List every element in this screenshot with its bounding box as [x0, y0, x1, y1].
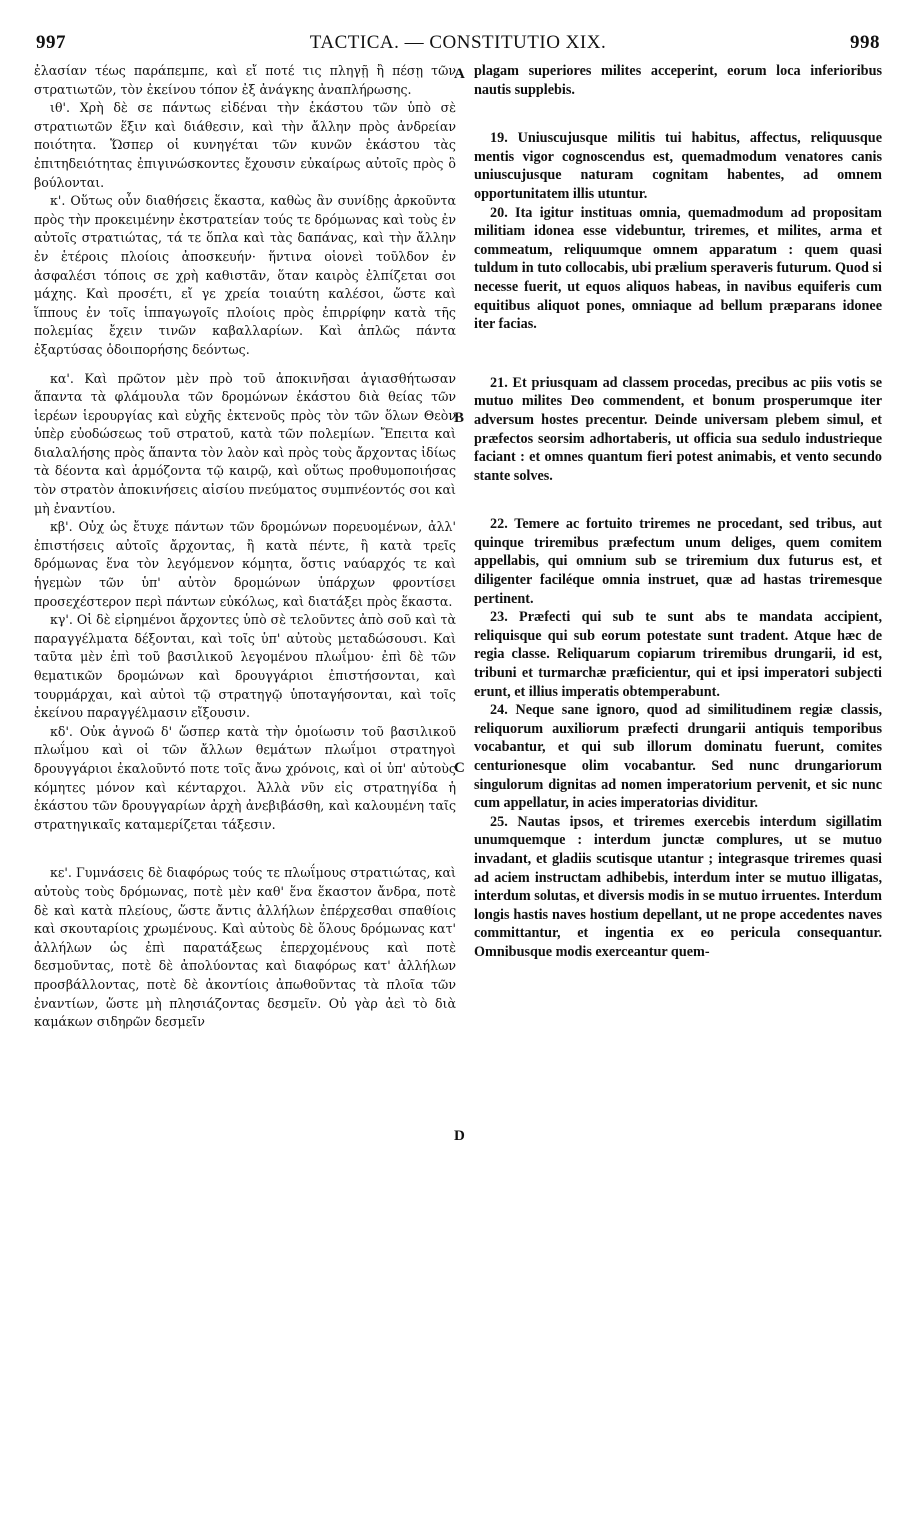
latin-paragraph: plagam superiores milites acceperint, eorum loca inferioribus nautis supplebis.: [474, 63, 882, 98]
latin-paragraph: 20. Ita igitur instituas omnia, quemadmodum ad propositam militiam idonea esse videbuntur, triremes, et milites, arma et commeatum, reliquumque omnem apparatum : quem quasi tuldum in tuto collocabis, ubi prælium speraveris futurum. Quod si necesse fuerit, ut equos aliquos habeas, in navibus equiferis cum equitibus aliquot pones, omniaque ad bellum præparans idonee iter facias.: [474, 204, 882, 333]
latin-paragraph: 25. Nautas ipsos, et triremes exercebis interdum sigillatim unumquemque : interdum junctæ complures, ut se mutuo invadant, et gladiis scutisque utantur ; integrasque triremes quasi ad aciem instructam adhibebis, interdum inter se mutuo illigatas, interdum solutas, et diversis modis in se mutuo irruentes. Interdum longis hastis naves hostium depellant, ut ne prope accedentes naves committantur, et ingentia ex eo pericula consequantur. Omnibusque modis exerceantur quem-: [474, 813, 882, 960]
latin-paragraph: 24. Neque sane ignoro, quod ad similitudinem regiæ classis, reliquorum auxiliorum præfecti drungarii antiquis temporibus vocabantur, et qui sub illorum dominatu fuerunt, comites centurionesque olim vocabantur. Sed nunc drungariorum singulorum dignitas ad nomen imperatorium pervenit, et sic nunc cum appellatur, in acies imperatorias dividitur.: [474, 702, 882, 812]
running-title: TACTICA. — CONSTITUTIO XIX.: [309, 32, 607, 53]
greek-paragraph: ἐλασίαν τέως παράπεμπε, καὶ εἴ ποτέ τις πληγῇ ἢ πέσῃ τῶν στρατιωτῶν, τὸν ἐκείνου τόπον ἐξ ἀνάγκης ἀναπλήρωσης.: [34, 63, 456, 97]
margin-letter-d: D: [454, 1128, 465, 1144]
latin-paragraph: 22. Temere ac fortuito triremes ne procedant, sed tribus, aut quinque triremibus præfectum unum deliges, quem comitem appellabis, qui omnium sub se triremium dux futurus est, et diligenter faciléque omnia instruet, quæ ad hastas triremesque pertinent.: [474, 516, 882, 607]
greek-paragraph: κε'. Γυμνάσεις δὲ διαφόρως τούς τε πλωΐμους στρατιώτας, καὶ αὐτοὺς τοὺς δρόμωνας, ποτὲ μὲν καθ' ἕνα ἕκαστον ἄνδρα, ποτὲ δὲ καὶ κατὰ πλείους, ὥστε ἄντις ἀλλήλων ἐπέρχεσθαι σπαθίοις καὶ σκουταρίοις χρωμένους. Καὶ αὐτοὺς δὲ ὅλους δρόμωνας κατ' ἀλλήλων ὡς ἐπὶ παρατάξεως ἐπερχομένους καὶ ποτὲ δεσμοῦντας, ποτὲ δὲ ἀπολύοντας καὶ διαφόρως κατ' ἀλλήλων προσβάλλοντας, ποτὲ δὲ ἀκοντίοις ἀπωθοῦντας τὰ πλοῖα τῶν ἐναντίων, ὥστε μὴ πλησιάζοντας δεσμεῖν. Οὐ γὰρ ἀεὶ τὸ διὰ καμάκων σιδηρῶν δεσμεῖν: [34, 865, 456, 1030]
latin-column: [474, 62, 882, 962]
greek-paragraph: κα'. Καὶ πρῶτον μὲν πρὸ τοῦ ἀποκινῆσαι ἁγιασθήτωσαν ἅπαντα τὰ φλάμουλα τῶν δρομώνων ἑκάστου διὰ θείας τῶν ἱερέων ἱερουργίας καὶ εὐχῆς ἐκτενοῦς πρὸς τὸν τῶν ὅλων Θεὸν ὑπὲρ εὐοδώσεως τοῦ στρατοῦ, κατὰ τῶν πολεμίων. Ἔπειτα καὶ διαλαλήσης πρὸς ἅπαντα τὸν λαὸν καὶ πρὸς τοὺς ἄρχοντας ἰδίως τὰ δέοντα καὶ ἁρμόζοντα τῷ καιρῷ, καὶ οὕτως προθυμοποιήσας τὸν στρατὸν ἀποκινήσεις αἰσίου πνεύματος συμπνέοντός σοι καὶ μὴ ἐναντίου.: [34, 370, 456, 516]
margin-letter-b: B: [454, 410, 465, 426]
greek-paragraph: κδ'. Οὐκ ἀγνοῶ δ' ὥσπερ κατὰ τὴν ὁμοίωσιν τοῦ βασιλικοῦ πλωΐμου καὶ οἱ τῶν ἄλλων θεμάτων πλωΐμοι στρατηγοὶ δρουγγάριοι ἐκαλοῦντό ποτε τοῖς ἄνω χρόνοις, καὶ οἱ ὑπ' αὐτοὺς κόμητες μόνον καὶ κένταρχοι. Ἀλλὰ νῦν εἰς στρατηγίδα ἡ ἑκάστου τῶν δρουγγαρίων ἀρχὴ ἀνεβιβάσθη, καὶ καλουμένη ταῖς στρατηγικαῖς καταμερίζεται τάξεσιν.: [34, 723, 456, 832]
page-number-right: 998: [850, 32, 880, 53]
page-header: [36, 32, 880, 56]
margin-letter-c: C: [454, 760, 465, 776]
greek-paragraph: κβ'. Οὐχ ὡς ἔτυχε πάντων τῶν δρομώνων πορευομένων, ἀλλ' ἐπιστήσεις αὐτοῖς ἄρχοντας, ἢ κατὰ πέντε, ἢ κατὰ τρεῖς δρόμωνας ἕνα τὸν λεγόμενον κόμητα, ὅστις ναύαρχός τε καὶ ἡγεμὼν τῶν ὑπ' αὐτὸν δρομώνων ὑπάρχων φροντίσει προσεχέστερον περὶ πάντων εὐκόλως, καὶ διατάξει πρὸς ἕκαστα.: [34, 519, 456, 609]
greek-column: [34, 62, 456, 1032]
latin-paragraph: 23. Præfecti qui sub te sunt abs te mandata accipient, reliquisque qui sub eorum potestate sunt tradent. Atque hæc de regia classe. Reliquarum copiarum triremibus drungarii, id est, tribuni et turmarchæ præficientur, qui et ipsi imperatori subjecti erunt, et illius imperatis obtemperabunt.: [474, 609, 882, 700]
margin-letter-a: A: [454, 66, 465, 82]
latin-paragraph: 21. Et priusquam ad classem procedas, precibus ac piis votis se mutuo milites Deo commendent, et bonum prosperumque iter adversum hostes precentur. Deinde universam plebem simul, et præfectos seorsim adhortaberis, ut officia sua sedulo industrieque faciant : et omnes quantum fieri potest animabis, et vento secundo stante solves.: [474, 374, 882, 484]
greek-paragraph: κ'. Οὕτως οὖν διαθήσεις ἕκαστα, καθὼς ἂν συνίδῃς ἀρκοῦντα πρὸς τὴν προκειμένην ἐκστρατείαν τούς τε δρόμωνας καὶ τοὺς ἐν αὐτοῖς στρατιώτας, τά τε ὅπλα καὶ τὰς δαπάνας, καὶ τὴν ἄλλην ἐν ἑτέροις πλοίοις ἀποσκευήν· ἥντινα οἱονεὶ τοῦλδον ἐν ἀσφαλέσι τόποις σε χρὴ καθιστᾶν, ὅταν καιρὸς ἐλπίζεται σοι μάχης. Καὶ προσέτι, εἴ γε χρεία τοιαύτη καλέσοι, ὥστε καὶ ἵππους ἐν τοῖς ἱππαγωγοῖς πλοίοις πρὸς ἐπιρρίφην κατὰ τῆς πολεμίας ἔχειν τινῶν καβαλλαρίων. Καὶ ἁπλῶς πάντα ἐξαρτύσας ὁδοιπορήσης δεόντως.: [34, 193, 456, 357]
page-number-left: 997: [36, 32, 66, 53]
greek-paragraph: ιθ'. Χρὴ δὲ σε πάντως εἰδέναι τὴν ἑκάστου τῶν ὑπὸ σὲ στρατιωτῶν ἕξιν καὶ διάθεσιν, καὶ τὴν ἄλλην πρὸς ἀνδρείαν ποιότητα. Ὥσπερ οἱ κυνηγέται τῶν κυνῶν ἑκάστου τὰς ἐπιτηδειότητας ἐπιγινώσκοντες ἔχουσιν εὐκαίρως αὐτοῖς πρὸς ὃ βούλονται.: [34, 100, 456, 190]
latin-paragraph: 19. Uniuscujusque militis tui habitus, affectus, reliquusque mentis vigor cognoscendus est, quemadmodum venatores canis uniuscujusque naturam cognitam habentes, ad omnem opportunitatem illis utuntur.: [474, 130, 882, 202]
greek-paragraph: κγ'. Οἱ δὲ εἰρημένοι ἄρχοντες ὑπὸ σὲ τελοῦντες ἀπὸ σοῦ καὶ τὰ παραγγέλματα δέξονται, καὶ τοῖς ὑπ' αὐτοὺς μεταδώσουσι. Καὶ ταῦτα μὲν ἐπὶ τοῦ βασιλικοῦ λεγομένου πλωΐμου· ἐπὶ δὲ τῶν θεματικῶν δρομώνων καὶ δρουγγάριοι ἐπιστήσονται, καὶ τουρμάρχαι, καὶ αὐτοὶ τῷ στρατηγῷ ὑποταγήσονται, καὶ τοῖς ἐκείνου παραγγέλμασιν εἴξουσιν.: [34, 612, 456, 721]
